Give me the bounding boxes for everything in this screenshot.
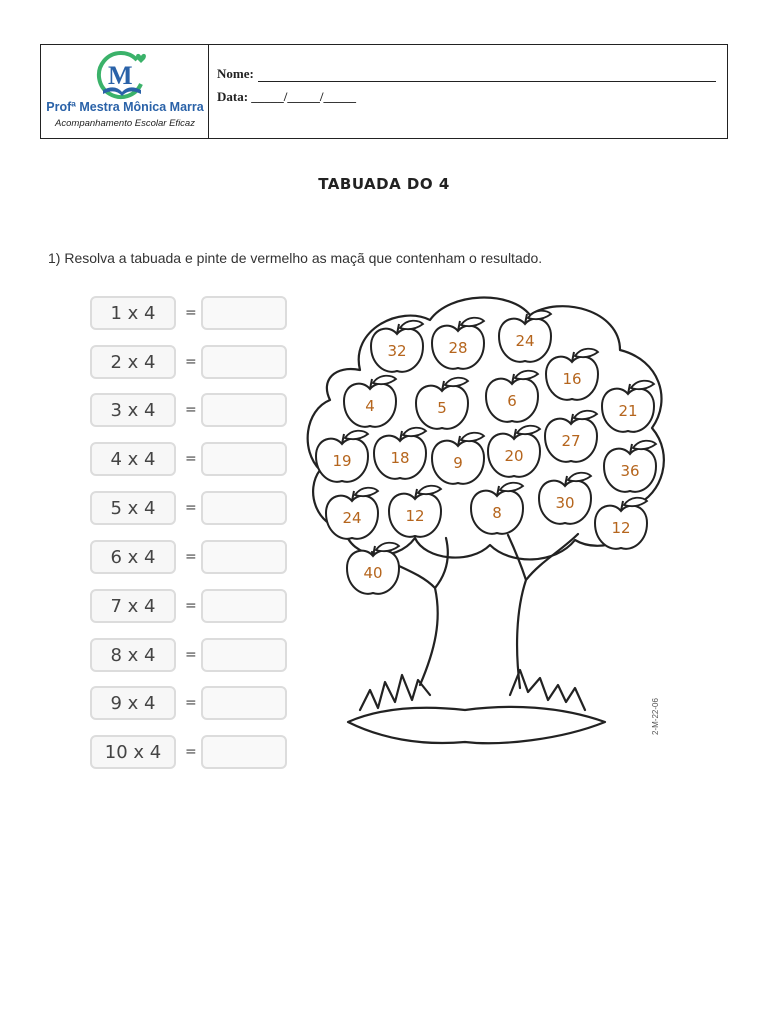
table-row: [90, 491, 290, 527]
equals-sign: =: [185, 500, 197, 516]
apple[interactable]: [347, 543, 399, 594]
table-row: [90, 540, 290, 576]
multiplication-box: 1 x 4: [90, 296, 176, 330]
multiplication-box: 9 x 4: [90, 686, 176, 720]
answer-box[interactable]: [201, 540, 287, 574]
apple-number: 18: [390, 449, 410, 467]
logo: [41, 45, 209, 138]
table-row: [90, 686, 290, 722]
equals-sign: =: [185, 744, 197, 760]
apple-tree-illustration: [300, 290, 680, 760]
answer-box[interactable]: [201, 296, 287, 330]
equals-sign: =: [185, 354, 197, 370]
apple[interactable]: [545, 411, 597, 462]
apple[interactable]: [432, 318, 484, 369]
equals-sign: =: [185, 598, 197, 614]
apple[interactable]: [602, 381, 654, 432]
date-field[interactable]: Data: _____/_____/_____: [217, 89, 357, 104]
apple-number: 9: [453, 454, 463, 472]
answer-box[interactable]: [201, 393, 287, 427]
apple-number: 4: [365, 397, 375, 415]
student-fields: [209, 45, 727, 138]
answer-box[interactable]: [201, 491, 287, 525]
answer-box[interactable]: [201, 735, 287, 769]
apple-number: 12: [611, 519, 631, 537]
answer-box[interactable]: [201, 638, 287, 672]
logo-emblem-icon: [91, 50, 153, 102]
apple[interactable]: [604, 441, 656, 492]
table-row: [90, 345, 290, 381]
apple-number: 27: [561, 432, 581, 450]
apple-number: 5: [437, 399, 447, 417]
multiplication-box: 5 x 4: [90, 491, 176, 525]
table-row: [90, 393, 290, 429]
logo-subtitle: Acompanhamento Escolar Eficaz: [55, 118, 195, 129]
apple-number: 24: [515, 332, 535, 350]
instruction-text: 1) Resolva a tabuada e pinte de vermelho as maçã que contenham o resultado.: [48, 250, 543, 266]
answer-box[interactable]: [201, 589, 287, 623]
apple[interactable]: [416, 378, 468, 429]
image-code: 2-M-22-06: [651, 698, 660, 735]
apple-number: 24: [342, 509, 362, 527]
apple[interactable]: [471, 483, 523, 534]
multiplication-box: 8 x 4: [90, 638, 176, 672]
apple[interactable]: [499, 311, 551, 362]
apple[interactable]: [488, 426, 540, 477]
apple[interactable]: [389, 486, 441, 537]
apple[interactable]: [486, 371, 538, 422]
apple[interactable]: [371, 321, 423, 372]
apple-number: 20: [504, 447, 524, 465]
multiplication-box: 6 x 4: [90, 540, 176, 574]
multiplication-box: 4 x 4: [90, 442, 176, 476]
apple-number: 8: [492, 504, 502, 522]
answer-box[interactable]: [201, 345, 287, 379]
equals-sign: =: [185, 451, 197, 467]
apple-number: 6: [507, 392, 517, 410]
table-row: [90, 442, 290, 478]
apple[interactable]: [546, 349, 598, 400]
equals-sign: =: [185, 549, 197, 565]
multiplication-box: 10 x 4: [90, 735, 176, 769]
apple[interactable]: [595, 498, 647, 549]
apple-number: 19: [332, 452, 352, 470]
name-field[interactable]: [217, 66, 716, 82]
equals-sign: =: [185, 647, 197, 663]
apple[interactable]: [316, 431, 368, 482]
table-row: [90, 589, 290, 625]
logo-letter: M: [108, 61, 133, 90]
apple[interactable]: [539, 473, 591, 524]
apple[interactable]: [374, 428, 426, 479]
apple[interactable]: [326, 488, 378, 539]
apple[interactable]: [432, 433, 484, 484]
logo-name: Profª Mestra Mônica Marra: [46, 100, 204, 114]
header-box: [40, 44, 728, 139]
apple-number: 28: [448, 339, 468, 357]
multiplication-box: 7 x 4: [90, 589, 176, 623]
equals-sign: =: [185, 305, 197, 321]
grass: [360, 670, 585, 710]
apple-number: 40: [363, 564, 383, 582]
page-title: TABUADA DO 4: [318, 175, 450, 193]
multiplication-box: 3 x 4: [90, 393, 176, 427]
apple-number: 16: [562, 370, 582, 388]
answer-box[interactable]: [201, 686, 287, 720]
table-row: [90, 735, 290, 771]
equals-sign: =: [185, 402, 197, 418]
answer-box[interactable]: [201, 442, 287, 476]
apple-number: 21: [618, 402, 638, 420]
apple-number: 36: [620, 462, 640, 480]
apple-number: 30: [555, 494, 575, 512]
equals-sign: =: [185, 695, 197, 711]
apple-number: 32: [387, 342, 407, 360]
table-row: [90, 296, 290, 332]
name-label: Nome:: [217, 66, 254, 81]
name-line[interactable]: [258, 69, 716, 82]
multiplication-box: 2 x 4: [90, 345, 176, 379]
table-row: [90, 638, 290, 674]
apple-number: 12: [405, 507, 425, 525]
ground: [348, 707, 605, 743]
apple[interactable]: [344, 376, 396, 427]
